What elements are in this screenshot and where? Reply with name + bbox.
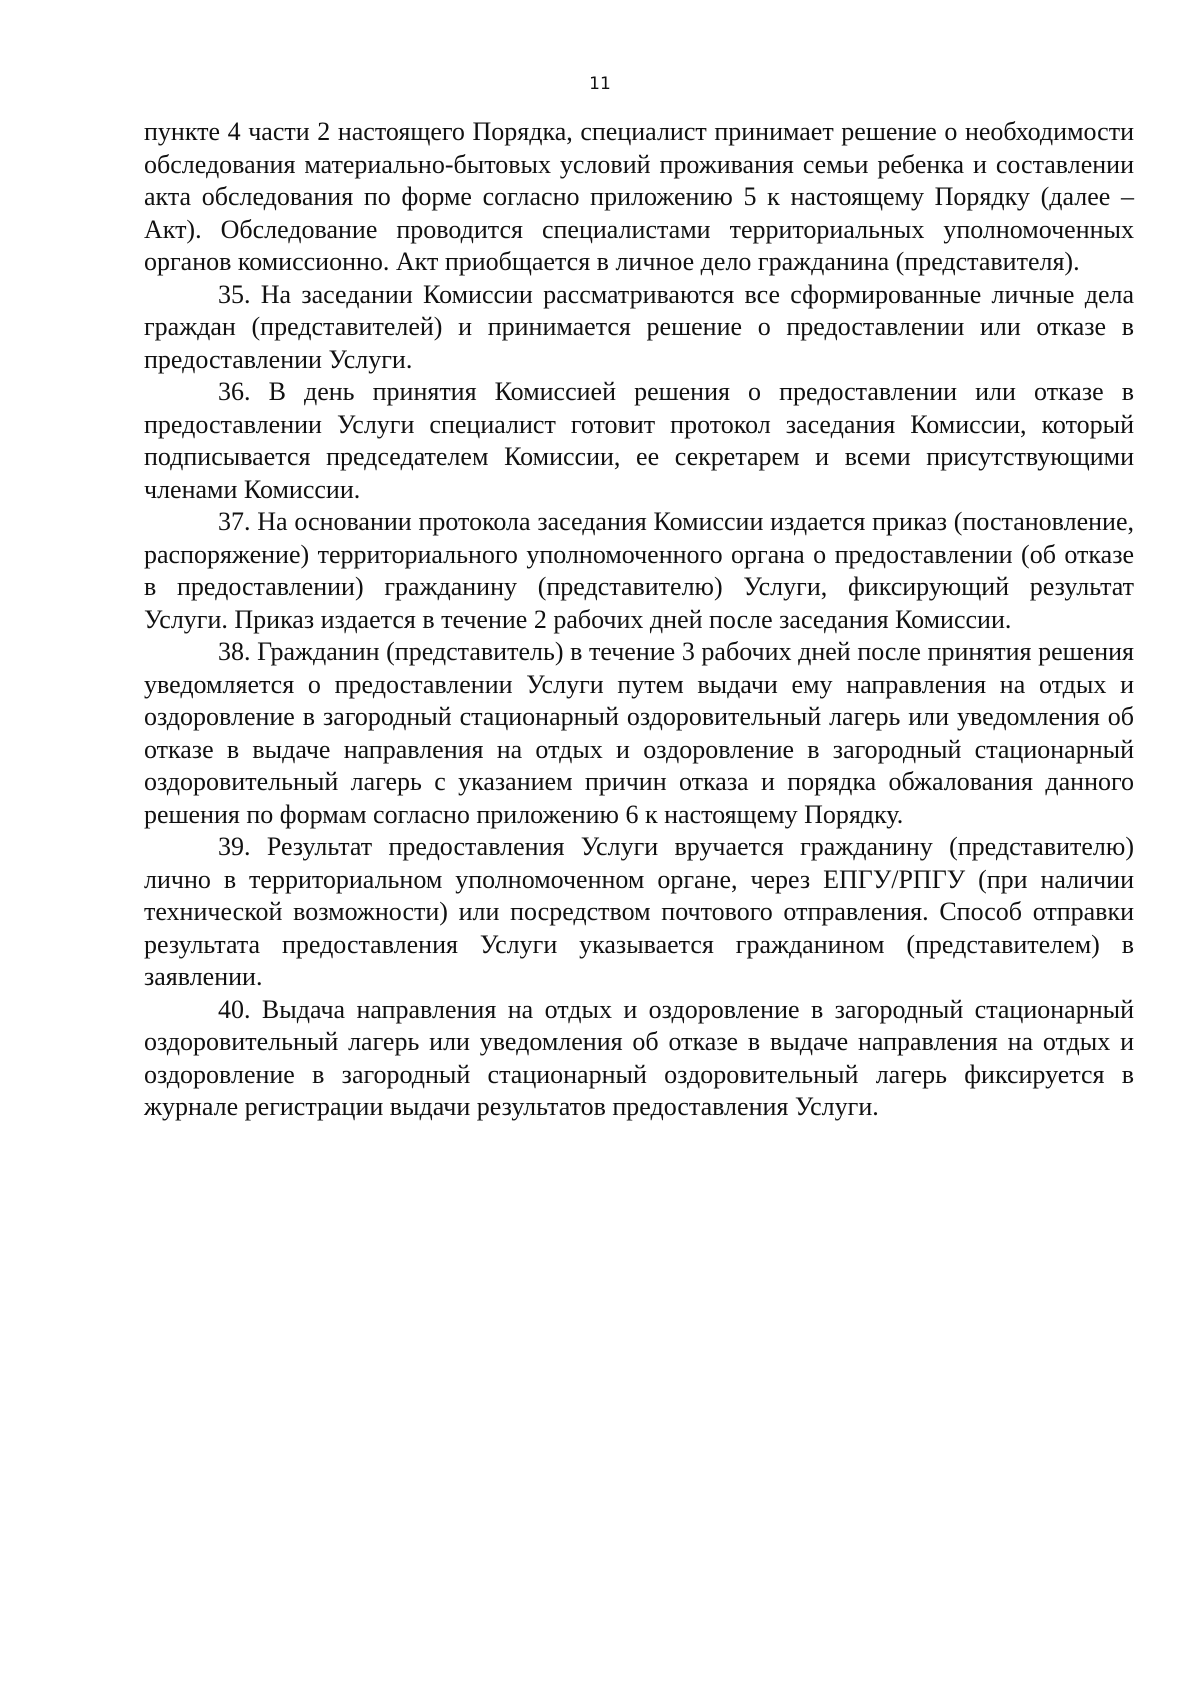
page-number: 11 [589,74,611,94]
paragraph-37: 37. На основании протокола заседания Комиссии издается приказ (постановление, распоряжение) территориального уполномоченного органа о предоставлении (об отказе в предоставлении) гражданину (представителю) Услуги, фиксирующий результат Услуги. Приказ издается в течение 2 рабочих дней после заседания Комиссии. [144,507,1134,634]
document-body [144,116,1134,1124]
paragraph-36: 36. В день принятия Комиссией решения о предоставлении или отказе в предоставлении Услуги специалист готовит протокол заседания Комиссии, который подписывается председателем Комиссии, ее секретарем и всеми присутствующими членами Комиссии. [144,377,1134,504]
paragraph-38: 38. Гражданин (представитель) в течение 3 рабочих дней после принятия решения уведомляется о предоставлении Услуги путем выдачи ему направления на отдых и оздоровление в загородный стационарный оздоровительный лагерь или уведомления об отказе в выдаче направления на отдых и оздоровление в загородный стационарный оздоровительный лагерь с указанием причин отказа и порядка обжалования данного решения по формам согласно приложению 6 к настоящему Порядку. [144,637,1134,829]
paragraph-39: 39. Результат предоставления Услуги вручается гражданину (представителю) лично в территориальном уполномоченном органе, через ЕПГУ/РПГУ (при наличии технической возможности) или посредством почтового отправления. Способ отправки результата предоставления Услуги указывается гражданином (представителем) в заявлении. [144,832,1134,991]
paragraph-continued: пункте 4 части 2 настоящего Порядка, специалист принимает решение о необходимости обследования материально-бытовых условий проживания семьи ребенка и составлении акта обследования по форме согласно приложению 5 к настоящему Порядку (далее – Акт). Обследование проводится специалистами территориальных уполномоченных органов комиссионно. Акт приобщается в личное дело гражданина (представителя). [144,117,1134,276]
paragraph-40: 40. Выдача направления на отдых и оздоровление в загородный стационарный оздоровительный лагерь или уведомления об отказе в выдаче направления на отдых и оздоровление в загородный стационарный оздоровительный лагерь фиксируется в журнале регистрации выдачи результатов предоставления Услуги. [144,994,1134,1121]
paragraph-35: 35. На заседании Комиссии рассматриваются все сформированные личные дела граждан (представителей) и принимается решение о предоставлении или отказе в предоставлении Услуги. [144,279,1134,374]
